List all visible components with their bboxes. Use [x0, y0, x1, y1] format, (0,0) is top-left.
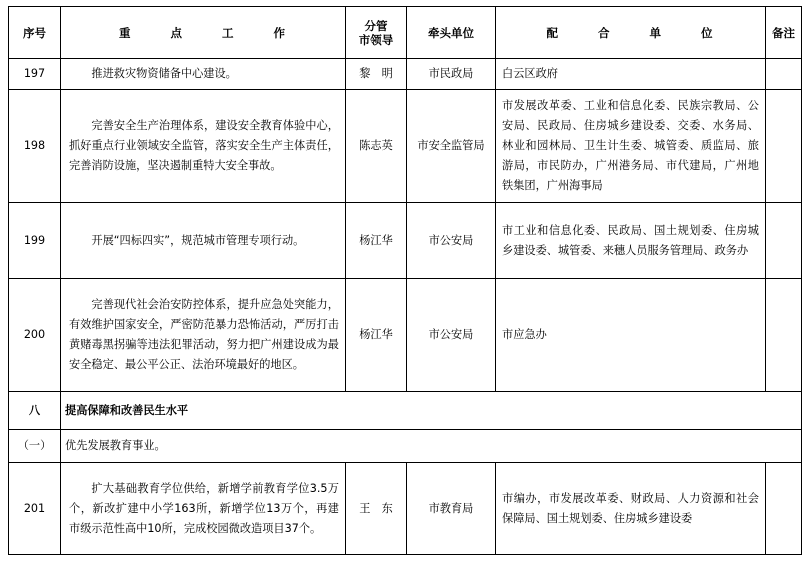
header-task: 重 点 工 作 [61, 7, 346, 59]
table-row [9, 90, 802, 203]
subsection-title: 优先发展教育事业。 [61, 430, 802, 463]
row-leader: 杨江华 [346, 203, 407, 279]
row-leader: 陈志英 [346, 90, 407, 203]
row-coop-units: 市工业和信息化委、民政局、国土规划委、住房城乡建设委、城管委、来穗人员服务管理局、政务办 [496, 203, 766, 279]
row-remarks [766, 463, 802, 555]
subsection-row [9, 430, 802, 463]
row-leader: 杨江华 [346, 279, 407, 392]
row-no: 199 [9, 203, 61, 279]
header-leader-line2: 市领导 [358, 32, 394, 47]
header-lead-unit: 牵头单位 [407, 7, 496, 59]
row-lead-unit: 市民政局 [407, 59, 496, 90]
row-task: 完善现代社会治安防控体系，提升应急处突能力，有效维护国家安全，严密防范暴力恐怖活动，严厉打击黄赌毒黑拐骗等违法犯罪活动，努力把广州建设成为最安全稳定、最公平公正、法治环境最好的地区。 [61, 279, 346, 392]
header-remarks: 备注 [766, 7, 802, 59]
row-lead-unit: 市安全监管局 [407, 90, 496, 203]
table-row [9, 279, 802, 392]
row-task: 完善安全生产治理体系，建设安全教育体验中心，抓好重点行业领域安全监管，落实安全生产主体责任，完善消防设施，坚决遏制重特大安全事故。 [61, 90, 346, 203]
row-coop-units: 市应急办 [496, 279, 766, 392]
row-remarks [766, 59, 802, 90]
row-remarks [766, 90, 802, 203]
section-row [9, 392, 802, 430]
row-task: 扩大基础教育学位供给，新增学前教育学位3.5万个，新改扩建中小学163所，新增学位13万个，再建市级示范性高中10所，完成校园微改造项目37个。 [61, 463, 346, 555]
row-remarks [766, 203, 802, 279]
header-leader [346, 7, 407, 59]
row-no: 201 [9, 463, 61, 555]
row-no: 198 [9, 90, 61, 203]
table-header-row [9, 7, 802, 59]
row-coop-units: 市发展改革委、工业和信息化委、民族宗教局、公安局、民政局、住房城乡建设委、交委、水务局、林业和园林局、卫生计生委、城管委、质监局、旅游局，市民防办，广州港务局、市代建局，广州地铁集团，广州海事局 [496, 90, 766, 203]
row-remarks [766, 279, 802, 392]
table-row [9, 203, 802, 279]
section-title: 提高保障和改善民生水平 [61, 392, 802, 430]
row-coop-units: 白云区政府 [496, 59, 766, 90]
row-task: 开展“四标四实”，规范城市管理专项行动。 [61, 203, 346, 279]
table-row [9, 59, 802, 90]
row-no: 200 [9, 279, 61, 392]
row-lead-unit: 市公安局 [407, 203, 496, 279]
header-leader-line1: 分管 [364, 18, 388, 33]
subsection-no: （一） [9, 430, 61, 463]
header-coop-units: 配 合 单 位 [496, 7, 766, 59]
row-task: 推进救灾物资储备中心建设。 [61, 59, 346, 90]
table-row [9, 463, 802, 555]
work-table [8, 6, 802, 555]
row-leader: 王 东 [346, 463, 407, 555]
section-no: 八 [9, 392, 61, 430]
row-no: 197 [9, 59, 61, 90]
row-leader: 黎 明 [346, 59, 407, 90]
header-no: 序号 [9, 7, 61, 59]
row-lead-unit: 市公安局 [407, 279, 496, 392]
row-lead-unit: 市教育局 [407, 463, 496, 555]
row-coop-units: 市编办，市发展改革委、财政局、人力资源和社会保障局、国土规划委、住房城乡建设委 [496, 463, 766, 555]
document-page [8, 6, 801, 562]
